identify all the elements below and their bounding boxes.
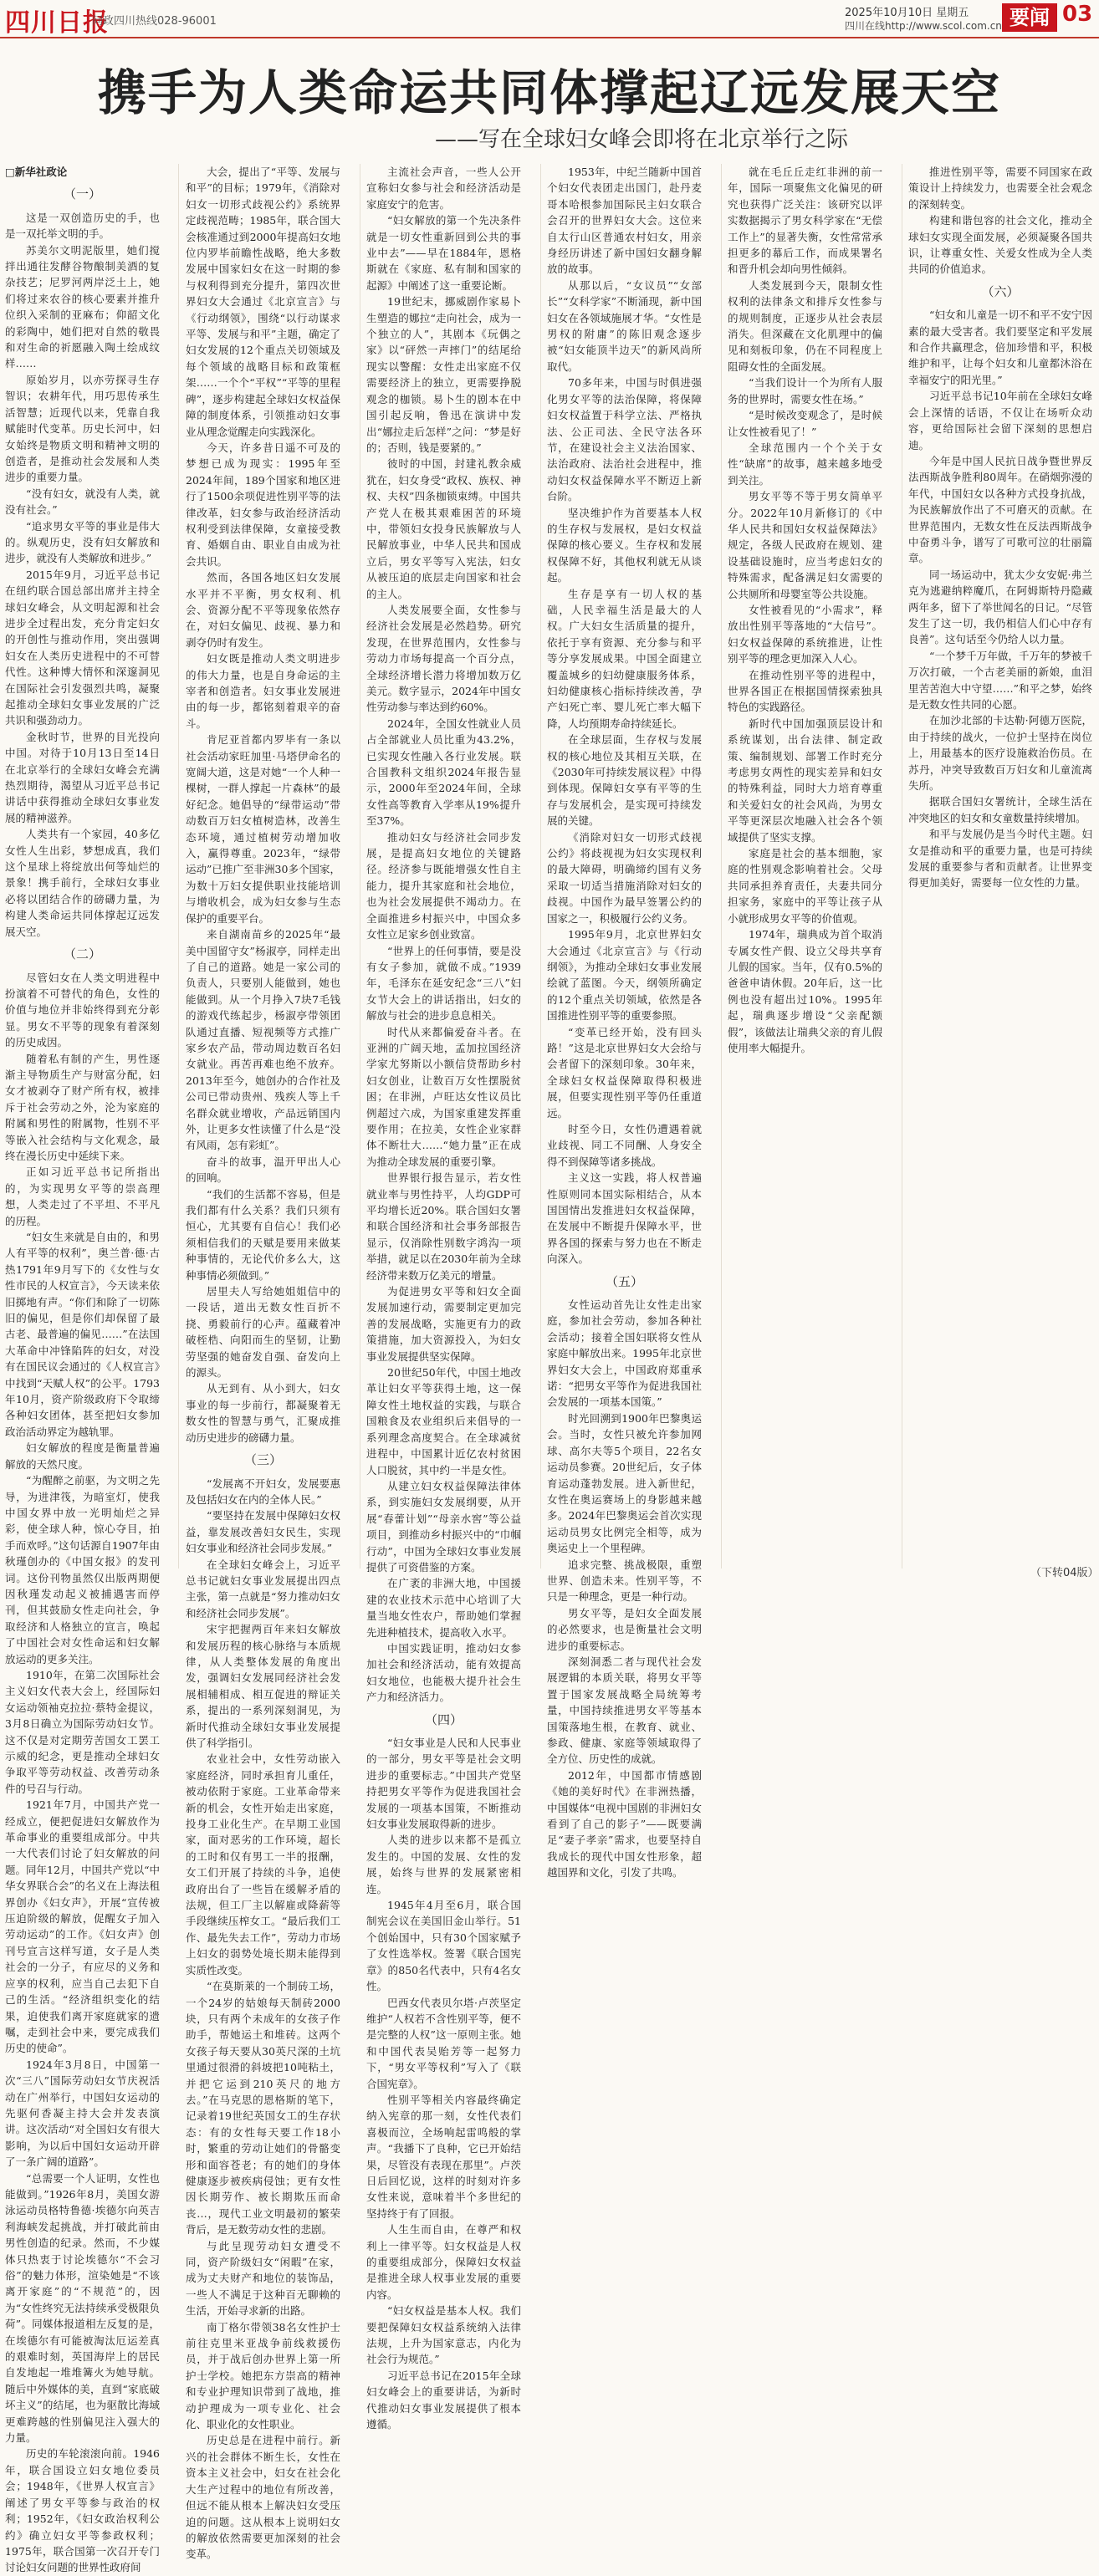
section-heading: （六） [981, 283, 1020, 299]
continued-note: （下转04版） [1030, 1567, 1099, 1579]
paragraph: 推动妇女与经济社会同步发展，是提高妇女地位的关键路径。经济参与既能增强女性自主能力，提升其家庭和社会地位，也为社会发展提供不竭动力。在全面推进乡村振兴中，中国众多女性立足家乡创业致富。 [366, 830, 521, 941]
paragraph: 苏美尔文明泥版里，她们搅拌出通往发酵谷物酿制美酒的复杂技艺；尼罗河两岸泛土上，她们将过来农谷的核心要素并推升位织入采制的亚麻布；仰韶文化的彩陶中，她们把对自然的敬畏和对生命的祈愿融入陶土绘成纹样…… [5, 243, 160, 370]
paragraph: 1974年，瑞典成为首个取消专属女性产假、设立父母共享育儿假的国家。当年，仅有0.5%的爸爸申请休假。20年后，这一比例也没有超出过10%。1995年起，瑞典逐步增设“父亲配额假”，该做法让瑞典父亲的育儿假使用率大幅提升。 [728, 928, 882, 1054]
paragraph: 与此呈现劳动妇女遭受不同，资产阶级妇女“闲暇”在家，成为丈夫财产和地位的装饰品，一些人不满足于这种百无聊赖的生活，开始寻求新的出路。 [186, 2239, 340, 2318]
issue-date: 2025年10月10日 星期五 [845, 7, 969, 19]
paragraph: 19世纪末，挪威剧作家易卜生塑造的娜拉“走向社会，成为一个独立的人”，其剧本《玩偶之家》以“砰然一声摔门”的结尾给现实以警醒：女性走出家庭不仅需要经济上的独立，更需要挣脱观念的枷锁。易卜生的剧本在中国引起反响，鲁迅在演讲中发出“娜拉走后怎样”之问：“梦是好的；否则，钱是要紧的。” [366, 295, 521, 454]
paragraph: 家庭是社会的基本细胞，家庭的性别观念影响着社会。父母共同承担养育责任，夫妻共同分担家务，家庭中的平等让孩子从小就形成男女平等的价值观。 [728, 847, 882, 925]
paragraph: 妇女既是推动人类文明进步的伟大力量，也是自身命运的主宰者和创造者。妇女事业发展进由的每一步，都铭刻着艰辛的奋斗。 [186, 652, 340, 730]
paragraph: “当我们设计一个为所有人服务的世界时，需要女性在场。” [728, 376, 882, 406]
paragraph: 历史总是在进程中前行。新兴的社会群体不断生长，女性在资本主义社会中，妇女在社会化大生产过程中的地位有所改善，但远不能从根本上解决妇女受压迫的问题。这从根本上说明妇女的解放依然需要更加深刻的社会变革。 [186, 2434, 340, 2561]
paragraph: 新时代中国加强顶层设计和系统谋划，出台法律、制定政策、编制规划、部署工作时充分考虑男女两性的现实差异和妇女的特殊利益，同时大力培育尊重和关爱妇女的社会风尚，为男女平等更深层次地融入社会各个领域提供了坚实支撑。 [728, 717, 882, 844]
paragraph: 就在毛丘丘走红非洲的前一年，国际一项聚焦文化偏见的研究也获得广泛关注：该研究以评实数据揭示了男女科学家在“无偿工作上”的显著失衡，女性常常承担更多的幕后工作，而成果署名和晋升机会却向男性倾斜。 [728, 166, 882, 276]
paragraph: 推进性别平等，需要不同国家在政策设计上持续发力，也需要全社会观念的深刻转变。 [908, 166, 1092, 211]
article-column-2 [186, 164, 340, 2561]
paragraph: 人类共有一个家园，40多亿女性人生出彩，梦想成真，我们这个星球上将绽放出何等灿烂的景象！携手前行，全球妇女事业必将以团结合作的磅礴力量，为构建人类命运共同体撑起辽远发展天空。 [5, 828, 160, 938]
paragraph: 巴西女代表贝尔塔·卢茨坚定维护“人权若不含性别平等，便不是完整的人权”这一原则主张。她和中国代表吴贻芳等一起努力下，“男女平等权利”写入了《联合国宪章》。 [366, 1996, 521, 2090]
paragraph: 居里夫人写给她姐姐信中的一段话，道出无数女性百折不挠、勇毅前行的心声。蕴藏着冲破桎梏、向阳而生的坚韧，让勤劳坚强的她奋发自强、奋发向上的源头。 [186, 1285, 340, 1380]
subheadline: ——写在全球妇女峰会即将在北京举行之际 [435, 127, 849, 152]
paragraph: 和平与发展仍是当今时代主题。妇女是推动和平的重要力量，也是可持续发展的重要参与者和贡献者。让世界变得更加美好，需要每一位女性的力量。 [908, 828, 1092, 890]
paragraph: 时至今日，女性仍遭遇着就业歧视、同工不同酬、人身安全得不到保障等诸多挑战。 [547, 1122, 702, 1168]
paragraph: “追求男女平等的事业是伟大的。纵观历史，没有妇女解放和进步，就没有人类解放和进步。” [5, 519, 160, 565]
paragraph: “妇女权益是基本人权。我们要把保障妇女权益系统纳入法律法规，上升为国家意志，内化为社会行为规范。” [366, 2304, 521, 2366]
paragraph: 在全球妇女峰会上，习近平总书记就妇女事业发展提出四点主张，第一点就是“努力推动妇女和经济社会同步发展”。 [186, 1558, 340, 1620]
paragraph: “一个梦千万年做，千万年的梦被千万次打破，一个古老美丽的新娘，血泪里苦苦泡大中守望……”和平之梦，始终是无数女性共同的心愿。 [908, 649, 1092, 711]
paragraph: 同一场运动中，犹太少女安妮·弗兰克为逃避纳粹魔爪，在阿姆斯特丹隐藏两年多，留下了举世闻名的日记。“尽管发生了这一切，我仍相信人们心中存有良善”。这句话至今仍给人以力量。 [908, 568, 1092, 646]
paragraph: “没有妇女，就没有人类，就没有社会。” [5, 487, 160, 517]
paragraph: 农业社会中，女性劳动嵌入家庭经济，同时承担育儿重任，被动依附于家庭。工业革命带来新的机会，女性开始走出家庭，投身工业化生产。在早期工业国家，面对恶劣的工作环境，超长的工时和仅有男工一半的报酬，女工们开展了持续的斗争，追使政府出台了一些旨在缓解矛盾的法规，但工厂主以解雇或降薪等手段继续压榨女工。“最后我们工作、最先失去工作”，劳动力市场上妇女的弱势处境长期未能得到实质性改变。 [186, 1752, 340, 1977]
paragraph: “世界上的任何事情，要是没有女子参加，就做不成。”1939年，毛泽东在延安纪念“三八”妇女节大会上的讲话指出，妇女的解放与社会的进步息息相关。 [366, 944, 521, 1023]
paragraph: “是时候改变观念了，是时候让女性被看见了！” [728, 409, 882, 438]
page-number: 03 [1062, 2, 1093, 27]
paragraph: 1910年，在第二次国际社会主义妇女代表大会上，经国际妇女运动领袖克拉拉·蔡特金提议，3月8日确立为国际劳动妇女节。这不仅是对定期劳苦国女工罢工示威的纪念，更是推动全球妇女争取平等劳动权益、改善劳动条件的号召与行动。 [5, 1668, 160, 1795]
paragraph: 然而，各国各地区妇女发展水平并不平衡，男女权利、机会、资源分配不平等现象依然存在，对妇女偏见、歧视、暴力和剥夺仍时有发生。 [186, 571, 340, 649]
paragraph: 追求完整、挑战极限，重塑世界、创造未来。性别平等，不只是一种理念，更是一种行动。 [547, 1558, 702, 1604]
paragraph: “为醒醉之前驱，为文明之先导，为进津筏，为暗室灯，使我中国女界中放一光明灿烂之异彩，使全球人种，惊心夺目，拍手而欢呼。”这句话源自1907年由秋瑾创办的《中国女报》的发刊词。这份刊物虽然仅出版两期便因秋瑾发动起义被捕遇害而停刊，但其鼓励女性走向社会，争取经济和人格独立的宣言，唤起了中国社会对女性命运和妇女解放运动的更多关注。 [5, 1474, 160, 1665]
article-column-4 [547, 164, 702, 1880]
article-column-1 [5, 164, 160, 2574]
paragraph: 全球范围内一个个关于女性“缺席”的故事，越来越多地受到关注。 [728, 441, 882, 487]
paragraph: 从无到有、从小到大，妇女事业的每一步前行，都凝聚着无数女性的智慧与勇气，汇聚成推动历史进步的磅礴力量。 [186, 1382, 340, 1444]
paragraph: 2024年，全国女性就业人员占全部就业人员比重为43.2%，已实现女性融入各行业发展。联合国教科文组织2024年报告显示，2000年至2024年间，全球女性高等教育入学率从19%提升至37%。 [366, 717, 521, 828]
paragraph: 随着私有制的产生，男性逐渐主导物质生产与财富分配，妇女才被剥夺了财产所有权，被排斥于社会劳动之外，沦为家庭的附属和男性的附属物，性别不平等嵌入社会结构与文化观念，最终在漫长历史中延续下来。 [5, 1052, 160, 1162]
paragraph: 从建立妇女权益保障法律体系，到实施妇女发展纲要，从开展“春蕾计划”“母亲水窖”等公益项目，到推动乡村振兴中的“巾帼行动”，中国为全球妇女事业发展提供了可资借鉴的方案。 [366, 1479, 521, 1574]
paragraph: “妇女和儿童是一切不和平不安宁因素的最大受害者。我们要坚定和平发展和合作共赢理念，倍加珍惜和平，积极维护和平，让每个妇女和儿童都沐浴在幸福安宁的阳光里。” [908, 309, 1092, 386]
paragraph: 时光回溯到1900年巴黎奥运会。当时，女性只被允许参加网球、高尔夫等5个项目，22名女运动员参赛。20世纪后，女子体育运动蓬勃发展。进入新世纪，女性在奥运赛场上的身影越来越多。2024年巴黎奥运会首次实现运动员男女比例完全相等，成为奥运史上一个里程碑。 [547, 1411, 702, 1555]
paragraph: 《消除对妇女一切形式歧视公约》将歧视视为妇女实现权利的最大障碍，明确缔约国有义务采取一切适当措施消除对妇女的歧视。中国作为最早签署公约的国家之一，积极履行公约义务。 [547, 830, 702, 925]
paragraph: 2012年，中国都市情感剧《她的美好时代》在非洲热播，中国媒体“电视中国剧的非洲妇女看到了自己的影子”——既要满足“妻子孝亲”需求，也要坚持自我成长的现代中国女性形象，超越国界和文化，引发了共鸣。 [547, 1768, 702, 1880]
paragraph: 1945年4月至6月，联合国制宪会议在美国旧金山举行。51个创始国中，只有30个国家赋予了女性选举权。签署《联合国宪章》的850名代表中，只有4名女性。 [366, 1899, 521, 1993]
paragraph: 从那以后，“女议员”“女部长”“女科学家”不断涌现，新中国妇女在各领域施展才华。“女性是男权的附庸”的陈旧观念逐步被“妇女能顶半边天”的新风尚所取代。 [547, 278, 702, 373]
paragraph: 肯尼亚首都内罗毕有一条以社会活动家旺加里·马塔伊命名的宽阔大道，这是对她“一个人种一棵树，一群人撑起一片森林”的最好纪念。她倡导的“绿带运动”带动数百万妇女植树造林，改善生态环境，通过植树劳动增加收入，赢得尊重。2023年，“绿带运动”已推广至非洲30多个国家，为数十万妇女提供职业技能培训与增收机会，成为妇女参与生态保护的重要平台。 [186, 733, 340, 925]
paragraph: “妇女事业是人民和人民事业的一部分，男女平等是社会文明进步的重要标志。”中国共产党坚持把男女平等作为促进我国社会发展的一项基本国策，不断推动妇女事业发展取得新的进步。 [366, 1737, 521, 1831]
paragraph: 原始岁月，以亦劳探寻生存智识；农耕年代，用巧思传承生活智慧；近现代以来，凭靠自我赋能时代变革。历史长河中，妇女始终是物质文明和精神文明的创造者，是推动社会发展和人类进步的重要力量。 [5, 373, 160, 484]
byline: □新华社政论 [5, 166, 68, 178]
paragraph: 彼时的中国，封建礼教余威犹在，妇女身受“政权、族权、神权、夫权”四条枷锁束缚。中国共产党人在极其艰难困苦的环境中，带领妇女投身民族解放与人民解放事业，中华人民共和国成立后，男女平等写入宪法，妇女从被压迫的底层走向国家和社会的主人。 [366, 457, 521, 600]
paragraph: “变革已经开始，没有回头路！”这是北京世界妇女大会给与会者留下的深刻印象。30年来，全球妇女权益保障取得积极进展，但要实现性别平等仍任重道远。 [547, 1025, 702, 1120]
paragraph: “我们的生活都不容易，但是我们都有什么关系？我们只须有恒心，尤其要有自信心！我们必须相信我们的天赋是要用来做某种事情的，无论代价多么大，这种事情必须做到。” [186, 1187, 340, 1282]
paragraph: 妇女解放的程度是衡量普遍解放的天然尺度。 [5, 1441, 160, 1471]
paragraph: “妇女生来就是自由的，和男人有平等的权利”，奥兰普·德·古热1791年9月写下的《女性与女性市民的人权宣言》，今天读来依旧掷地有声。“你们和除了一切陈旧的偏见，但是你们却保留了最古老、最普遍的偏见……”在法国大革命中冲锋陷阵的妇女，对没有在国民议会通过的《人权宣言》中找到“天赋人权”的公平。1793年10月，资产阶级政府下令取缔各种妇女团体，甚至把妇女参加政治活动界定为越轨罪。 [5, 1231, 160, 1438]
paragraph: 尽管妇女在人类文明进程中扮演着不可替代的角色，女性的价值与地位并非始终得到充分彰显。男女不平等的现象有着深刻的历史成因。 [5, 971, 160, 1049]
paragraph: 2015年9月，习近平总书记在纽约联合国总部出席并主持全球妇女峰会，从文明起源和社会进步全过程出发，充分肯定妇女的开创性与推动作用，突出强调妇女在人类历史进程中的不可替代性。这种博大情怀和深邃洞见在国际社会引发强烈共鸣，凝聚起推动全球妇女事业发展的广泛共识和强劲动力。 [5, 568, 160, 727]
paragraph: 20世纪50年代，中国土地改革让妇女平等获得土地，这一保障女性土地权益的实践，与联合国粮食及农业组织后来倡导的一系列理念高度契合。在全球减贫进程中，中国累计近亿农村贫困人口脱贫，其中约一半是女性。 [366, 1366, 521, 1477]
column-divider [721, 164, 722, 1569]
paragraph: 女性被看见的“小需求”，释放出性别平等落地的“大信号”。妇女权益保障的系统推进，让性别平等的理念更加深入人心。 [728, 603, 882, 666]
column-divider [540, 164, 541, 1569]
section-badge: 要闻 [1002, 3, 1057, 32]
paragraph: 时代从来都偏爱奋斗者。在亚洲的广阔天地，孟加拉国经济学家尤努斯以小额信贷帮助乡村妇女创业，让数百万女性摆脱贫困；在非洲，卢旺达女性议员比例超过六成，为国家重建发挥重要作用；在拉美，女性企业家群体不断壮大……“她力量”正在成为推动全球发展的重要引擎。 [366, 1025, 521, 1168]
section-heading: （三） [243, 1452, 282, 1468]
article-column-5 [728, 164, 882, 1569]
paragraph: 主义这一实践，将人权普遍性原则同本国实际相结合，从本国国情出发推进妇女权益保障，在发展中不断提升保障水平，世界各国的探索与努力也在不断走向深入。 [547, 1171, 702, 1266]
paragraph: 1995年9月，北京世界妇女大会通过《北京宣言》与《行动纲领》，为推动全球妇女事业发展绘就了蓝图。今天，纲领所确定的12个重点关切领域，依然是各国推进性别平等的重要参照。 [547, 928, 702, 1023]
hotline-text: 问政四川热线028-96001 [92, 15, 217, 28]
paragraph: 1924年3月8日，中国第一次“三八”国际劳动妇女节庆祝活动在广州举行，中国妇女运动的先驱何香凝主持大会并发表演讲。这次活动“对全国妇女有很大影响，为以后中国妇女运动开辟了一条广阔的道路”。 [5, 2058, 160, 2169]
paragraph: 1921年7月，中国共产党一经成立，便把促进妇女解放作为革命事业的重要组成部分。中共一大代表们讨论了妇女解放的问题。同年12月，中国共产党以“中华女界联合会”的名义在上海法租界创办《妇女声》，开展“宣传被压迫阶级的解放，促醒女子加入劳动运动”的工作。《妇女声》创刊号宣言这样写道，女子是人类社会的一分子，有应尽的义务和应享的权利，应当自己去犯下自己的生活。“经济组织变化的结果，迫使我们离开家庭就家的遗嘱，走到社会中来，要完成我们历史的使命”。 [5, 1798, 160, 2055]
paragraph: 深刻洞悉二者与现代社会发展逻辑的本质关联，将男女平等置于国家发展战略全局统筹考量，中国持续推进男女平等基本国策落地生根，在教育、就业、参政、健康、家庭等领域取得了全方位、历史性的成就。 [547, 1655, 702, 1766]
paragraph: 1953年，中纪兰随新中国首个妇女代表团走出国门，赴丹麦哥本哈根参加国际民主妇女联合会召开的世界妇女大会。这位来自太行山区普通农村妇女，用亲身经历讲述了新中国妇女翻身解放的故事。 [547, 166, 702, 276]
paragraph: 人类发展到今天，限制女性权利的法律条文和排斥女性参与的规则制度，正逐步从社会表层消失。但深藏在文化肌理中的偏见和刻板印象，仍在不同程度上阻碍女性的全面发展。 [728, 278, 882, 373]
masthead [0, 0, 1099, 38]
paragraph: 在推动性别平等的进程中，世界各国正在根据国情探索独具特色的实践路径。 [728, 668, 882, 714]
paragraph: 在全球层面，生存权与发展权的核心地位及其相互关联，在《2030年可持续发展议程》中得到体现。保障妇女享有平等的生存与发展机会，是实现可持续发展的关键。 [547, 733, 702, 828]
headline: 携手为人类命运共同体撑起辽远发展天空 [97, 64, 1001, 121]
paragraph: 宋宇把握两百年来妇女解放和发展历程的核心脉络与本质规律，从人类整体发展的角度出发，强调妇女发展同经济社会发展相辅相成、相互促进的辩证关系，提出的一系列深刻洞见，为新时代推动全球妇女事业发展提供了科学指引。 [186, 1623, 340, 1749]
paragraph: “要坚持在发展中保障妇女权益，靠发展改善妇女民生，实现妇女事业和经济社会同步发展。” [186, 1509, 340, 1555]
paragraph: 习近平总书记在2015年全球妇女峰会上的重要讲话，为新时代推动妇女事业发展提供了根本遵循。 [366, 2369, 521, 2431]
paragraph: “在莫斯莱的一个制砖工场，一个24岁的姑娘每天制砖2000块，只有两个未成年的女孩子作助手，帮她运土和堆砖。这两个女孩子每天要从30英尺深的土坑里通过很滑的斜坡把10吨粘土，并把它运到210英尺的地方去。”在马克思的恩格斯的笔下，记录着19世纪英国女工的生存状态：有的女性每天要工作18小时，繁重的劳动让她们的骨骼变形和面容苍老；有的她们的身体健康逐步被疾病侵蚀；更有女性因长期劳作、被长期欺压而命丧…，现代工业文明最初的繁荣背后，是无数劳动女性的悲剧。 [186, 1980, 340, 2237]
paragraph: 历史的车轮滚滚向前。1946年，联合国设立妇女地位委员会；1948年，《世界人权宣言》阐述了男女平等参与政治的权利；1952年，《妇女政治权利公约》确立妇女平等参政权利；1975年，联合国第一次召开专门讨论妇女问题的世界性政府间 [5, 2447, 160, 2574]
section-heading: （二） [63, 946, 101, 962]
paragraph: 中国实践证明，推动妇女参加社会和经济活动，能有效提高妇女地位，也能极大提升社会生产力和经济活力。 [366, 1641, 521, 1704]
paragraph: 坚决维护作为首要基本人权的生存权与发展权，是妇女权益保障的核心要义。生存权和发展权保障不好，其他权利就无从谈起。 [547, 506, 702, 584]
article-column-6 [908, 164, 1092, 1569]
paragraph: 正如习近平总书记所指出的，为实现男女平等的崇高理想，人类走过了不平坦、不平凡的历程。 [5, 1166, 160, 1227]
paragraph: 在加沙北部的卡达勒·阿德万医院，由于持续的战火，一位护士坚持在岗位上，用最基本的医疗设施救治伤员。在苏丹，冲突导致数百万妇女和儿童流离失所。 [908, 714, 1092, 793]
paragraph: 人类的进步以来都不是孤立发生的。中国的发展、女性的发展，始终与世界的发展紧密相连。 [366, 1834, 521, 1895]
paragraph: “总需要一个人证明，女性也能做到。”1926年8月，美国女游泳运动员格特鲁德·埃德尔向英吉利海峡发起挑战，并打破此前由男性创造的纪录。然而，不少媒体只热衷于讨论埃德尔“不会习俗”的魅力体形，渲染她是“不该离开家庭”的“不规范”的，因为“女性终究无法持续承受极限负荷”。同媒体报道相左反复的是，在埃德尔有可能被淘汰厄运差真的艰难时刻，英国海岸上的居民自发地起一堆堆篝火为她导航。随后中外媒体的美，直到“家底破坏主义”的结尾，也为驱散比海域更难跨越的性别偏见注入强大的力量。 [5, 2171, 160, 2445]
paragraph: 据联合国妇女署统计，全球生活在冲突地区的妇女和女童数量持续增加。 [908, 795, 1092, 824]
paragraph: 男女平等不等于男女简单平分。2022年10月新修订的《中华人民共和国妇女权益保障法》规定，各级人民政府在规划、建设基础设施时，应当考虑妇女的特殊需求，配备满足妇女需要的公共厕所和母婴室等公共设施。 [728, 490, 882, 600]
paragraph: 来自湖南苗乡的2025年“最美中国留守女”杨淑亭，同样走出了自己的道路。她是一家公司的负责人，只要别人能做到，她也能做到。从一个月挣入7块7毛钱的游戏代练起步，杨淑亭带领团队通过直播、短视频等方式推广家乡农产品，带动周边数百名妇女就业。再苦再难也绝不放弃。2013年至今，她创办的合作社及公司已带动贵州、残疾人等上千名群众就业增收，产品远销国内外，让更多女性读懂了什么是“没有风雨，怎有彩虹”。 [186, 928, 340, 1152]
column-divider [178, 164, 179, 1569]
paragraph: 生存是享有一切人权的基础，人民幸福生活是最大的人权。广大妇女生活质量的提升，依托于享有资源、充分参与和平等分享发展成果。中国全面建立覆盖城乡的妇幼健康服务体系，妇幼健康核心指标持续改善，孕产妇死亡率、婴儿死亡率大幅下降，人均预期寿命持续延长。 [547, 587, 702, 730]
newspaper-logo: 四川日报 [5, 8, 109, 38]
paragraph: 今年是中国人民抗日战争暨世界反法西斯战争胜利80周年。在硝烟弥漫的年代，中国妇女以各种方式投身抗战，为民族解放作出了不可磨灭的贡献。在世界范围内，无数女性在反法西斯战争中奋勇斗争，谱写了可歌可泣的壮丽篇章。 [908, 454, 1092, 565]
paragraph: 为促进男女平等和妇女全面发展加速行动，需要制定更加完善的发展战略，实施更有力的政策措施，加大资源投入，为妇女事业发展提供坚实保障。 [366, 1285, 521, 1363]
paragraph: 性别平等相关内容最终确定纳入宪章的那一刻，女性代表们喜极而泣，全场响起雷鸣般的掌声。“我播下了良种，它已开始结果，尽管没有表现在那里”。卢茨日后回忆说，这样的时刻对许多女性来说，意味着半个多世纪的坚持终于有了回报。 [366, 2093, 521, 2220]
paragraph: 这是一双创造历史的手，也是一双托举文明的手。 [5, 211, 160, 241]
section-heading: （一） [63, 186, 101, 202]
paragraph: 奋斗的故事，温开甲出人心的回响。 [186, 1155, 340, 1185]
paragraph: 世界银行报告显示，若女性就业率与男性持平，人均GDP可平均增长近20%。联合国妇女署和联合国经济和社会事务部报告显示，仅消除性别数字鸿沟一项举措，就足以在2030年前为全球经济带来数万亿美元的增量。 [366, 1171, 521, 1282]
paragraph: 金秋时节，世界的目光投向中国。对待于10月13日至14日在北京举行的全球妇女峰会充满热烈期待，渴望从习近平总书记讲话中获得推动全球妇女事业发展的精神滋养。 [5, 730, 160, 824]
paragraph: 70多年来，中国与时俱进强化男女平等的法治保障，将保障妇女权益置于科学立法、严格执法、公正司法、全民守法各环节，在建设社会主义法治国家、法治政府、法治社会进程中，推动妇女权益保障水平不断迈上新台阶。 [547, 376, 702, 503]
website-text: 四川在线http://www.scol.com.cn [845, 20, 1002, 32]
paragraph: 主流社会声音，一些人公开宣称妇女参与社会和经济活动是家庭安宁的危害。 [366, 166, 521, 211]
paragraph: 南丁格尔带领38名女性护士前往克里米亚战争前线救援伤员，并于战后创办世界上第一所护士学校。她把东方崇高的精神和专业护理知识带到了战地，推动护理成为一项专业化、社会化、职业化的女性职业。 [186, 2320, 340, 2431]
paragraph: 习近平总书记10年前在全球妇女峰会上深情的话语，不仅让在场听众动容，更给国际社会留下深刻的思想启迪。 [908, 390, 1092, 451]
paragraph: 构建和谐包容的社会文化，推动全球妇女实现全面发展，必须凝聚各国共识，让尊重女性、关爱女性成为全人类共同的价值追求。 [908, 214, 1092, 276]
paragraph: 人类发展要全面，女性参与经济社会发展是必然趋势。研究发现，在世界范围内，女性参与劳动力市场每提高一个百分点，全球经济增长潜力将增加数万亿美元。数字显示，2024年中国女性劳动参与率达到约60%。 [366, 603, 521, 714]
section-heading: （五） [605, 1273, 643, 1289]
paragraph: “发展离不开妇女，发展要惠及包括妇女在内的全体人民。” [186, 1477, 340, 1506]
paragraph: 女性运动首先让女性走出家庭，参加社会劳动，参加各种社会活动；接着全国妇联将女性从家庭中解放出来。1995年北京世界妇女大会上，中国政府郑重承诺：“把男女平等作为促进我国社会发展的一项基本国策。” [547, 1298, 702, 1409]
paragraph: 在广袤的非洲大地，中国援建的农业技术示范中心培训了大量当地女性农户，帮助她们掌握先进种植技术，提高收入水平。 [366, 1577, 521, 1639]
paragraph: “妇女解放的第一个先决条件就是一切女性重新回到公共的事业中去”——早在1884年，恩格斯就在《家庭、私有制和国家的起源》中阐述了这一重要论断。 [366, 214, 521, 292]
article-column-3 [366, 164, 521, 2431]
paragraph: 人生生而自由，在尊严和权利上一律平等。妇女权益是人权的重要组成部分，保障妇女权益是推进全球人权事业发展的重要内容。 [366, 2223, 521, 2301]
paragraph: 今天，许多昔日遥不可及的梦想已成为现实：1995年至2024年间，189个国家和地区进行了1500余项促进性别平等的法律改革，妇女参与政治经济活动权利受到法律保障，女童接受教育、婚姻自由、职业自由成为社会共识。 [186, 441, 340, 568]
paragraph: 大会，提出了“平等、发展与和平”的目标；1979年，《消除对妇女一切形式歧视公约》系统界定歧视范畴；1985年，联合国大会核准通过到2000年提高妇女地位内罗毕前瞻性战略，绝大多数发展中国家妇女在这一时期的参与权利得到充分提升，第四次世界妇女大会通过《北京宣言》与《行动纲领》，围绕“以行动谋求平等、发展与和平”主题，确定了妇女发展的12个重点关切领域及每个领域的战略目标和政策框架……一个个“平权”“平等的里程碑”，逐步构建起全球妇女权益保障的制度体系，引领推动妇女事业从理念觉醒走向实践深化。 [186, 166, 340, 438]
paragraph: 男女平等，是妇女全面发展的必然要求，也是衡量社会文明进步的重要标志。 [547, 1606, 702, 1652]
section-heading: （四） [424, 1711, 463, 1727]
